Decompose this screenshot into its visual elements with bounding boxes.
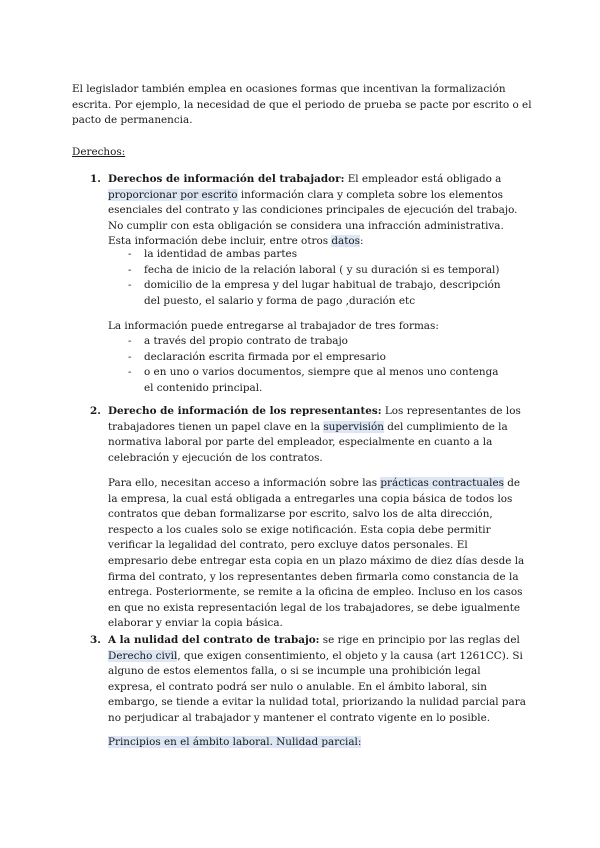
list-item: - declaración escrita firmada por el empresario bbox=[108, 350, 508, 366]
item-1-number: 1. bbox=[90, 173, 101, 185]
item-1-highlight-datos: datos bbox=[331, 235, 360, 248]
list-item: - domicilio de la empresa y del lugar habitual de trabajo, descripción del puesto, el salario y forma de pago ,duración etc bbox=[108, 278, 508, 309]
item-1-paragraph bbox=[108, 172, 528, 250]
item-1-title: Derechos de información del trabajador: bbox=[108, 173, 345, 185]
item-2-text-a: Los representantes de los trabajadores tienen un papel clave en la bbox=[108, 405, 521, 433]
item-3-subheading bbox=[108, 735, 528, 751]
item-3-text-a: se rige en principio por las reglas del bbox=[319, 634, 520, 646]
item-2-p2-text-a: Para ello, necesitan acceso a información sobre las bbox=[108, 477, 381, 489]
item-3-highlight-principios: Principios en el ámbito laboral. Nulidad parcial: bbox=[108, 736, 362, 748]
item-1-text-c: : bbox=[359, 235, 364, 248]
item-2-p2-text-b: de la empresa, la cual está obligada a entregarles una copia básica de todos los contratos que deban formalizarse por escrito, salvo los de alta dirección, respecto a los cuales solo se exige notificación. Esta copia debe permitir verificar la legalidad del contrato, pero excluye datos personales. El empresario debe entregar esta copia en un plazo máximo de diez días desde la firma del contrato, y los representantes deben firmarla como constancia de la entrega. Posteriormente, se remite a la oficina de empleo. Incluso en los casos en que no exista representación legal de los trabajadores, se debe igualmente elaborar y enviar la copia básica. bbox=[108, 477, 525, 630]
item-1-forms-intro: La información puede entregarse al trabajador de tres formas: bbox=[108, 320, 439, 332]
item-1-highlight-escrito: proporcionar por escrito bbox=[108, 188, 238, 201]
list-item: - la identidad de ambas partes bbox=[108, 247, 508, 263]
list-item: - fecha de inicio de la relación laboral ( y su duración si es temporal) bbox=[108, 263, 508, 279]
item-2-second-paragraph bbox=[108, 476, 528, 632]
item-3-highlight-derecho-civil: Derecho civil bbox=[108, 649, 178, 662]
item-1-data-list bbox=[108, 247, 508, 309]
intro-paragraph: El legislador también emplea en ocasiones formas que incentivan la formalización escrita. Por ejemplo, la necesidad de que el periodo de prueba se pacte por escrito o el pacto de permanencia. bbox=[72, 83, 532, 127]
item-2-highlight-supervision: supervisión bbox=[323, 420, 384, 433]
item-1-text-b: información clara y completa sobre los elementos esenciales del contrato y las condiciones principales de ejecución del trabajo. No cumplir con esta obligación se considera una infracción administrativa. Esta información debe incluir, entre otros bbox=[108, 188, 518, 248]
item-3-title: A la nulidad del contrato de trabajo: bbox=[108, 634, 320, 646]
item-2-title: Derecho de información de los representantes: bbox=[108, 405, 382, 417]
item-2-highlight-practicas: prácticas contractuales bbox=[380, 477, 504, 489]
item-1-text-a: El empleador está obligado a bbox=[344, 173, 502, 185]
item-2-text-b: del cumplimiento de la normativa laboral por parte del empleador, especialmente en cuanto a la celebración y ejecución de los contratos. bbox=[108, 420, 508, 464]
item-3-paragraph bbox=[108, 633, 528, 727]
derechos-heading: Derechos: bbox=[72, 146, 126, 158]
list-item: - o en uno o varios documentos, siempre que al menos uno contenga el contenido principal. bbox=[108, 365, 508, 396]
list-item: - a través del propio contrato de trabajo bbox=[108, 334, 508, 350]
item-1-forms-list bbox=[108, 334, 508, 396]
item-3-text-b: , que exigen consentimiento, el objeto y la causa (art 1261CC). Si alguno de estos elementos falla, o si se incumple una prohibición legal expresa, el contrato podrá ser nulo o anulable. En el ámbito laboral, sin embargo, se tiende a evitar la nulidad total, priorizando la nulidad parcial para no perjudicar al trabajador y mantener el contrato vigente en lo posible. bbox=[108, 649, 526, 724]
item-3-number: 3. bbox=[90, 634, 101, 646]
item-2-paragraph bbox=[108, 404, 528, 466]
item-2-number: 2. bbox=[90, 405, 101, 417]
